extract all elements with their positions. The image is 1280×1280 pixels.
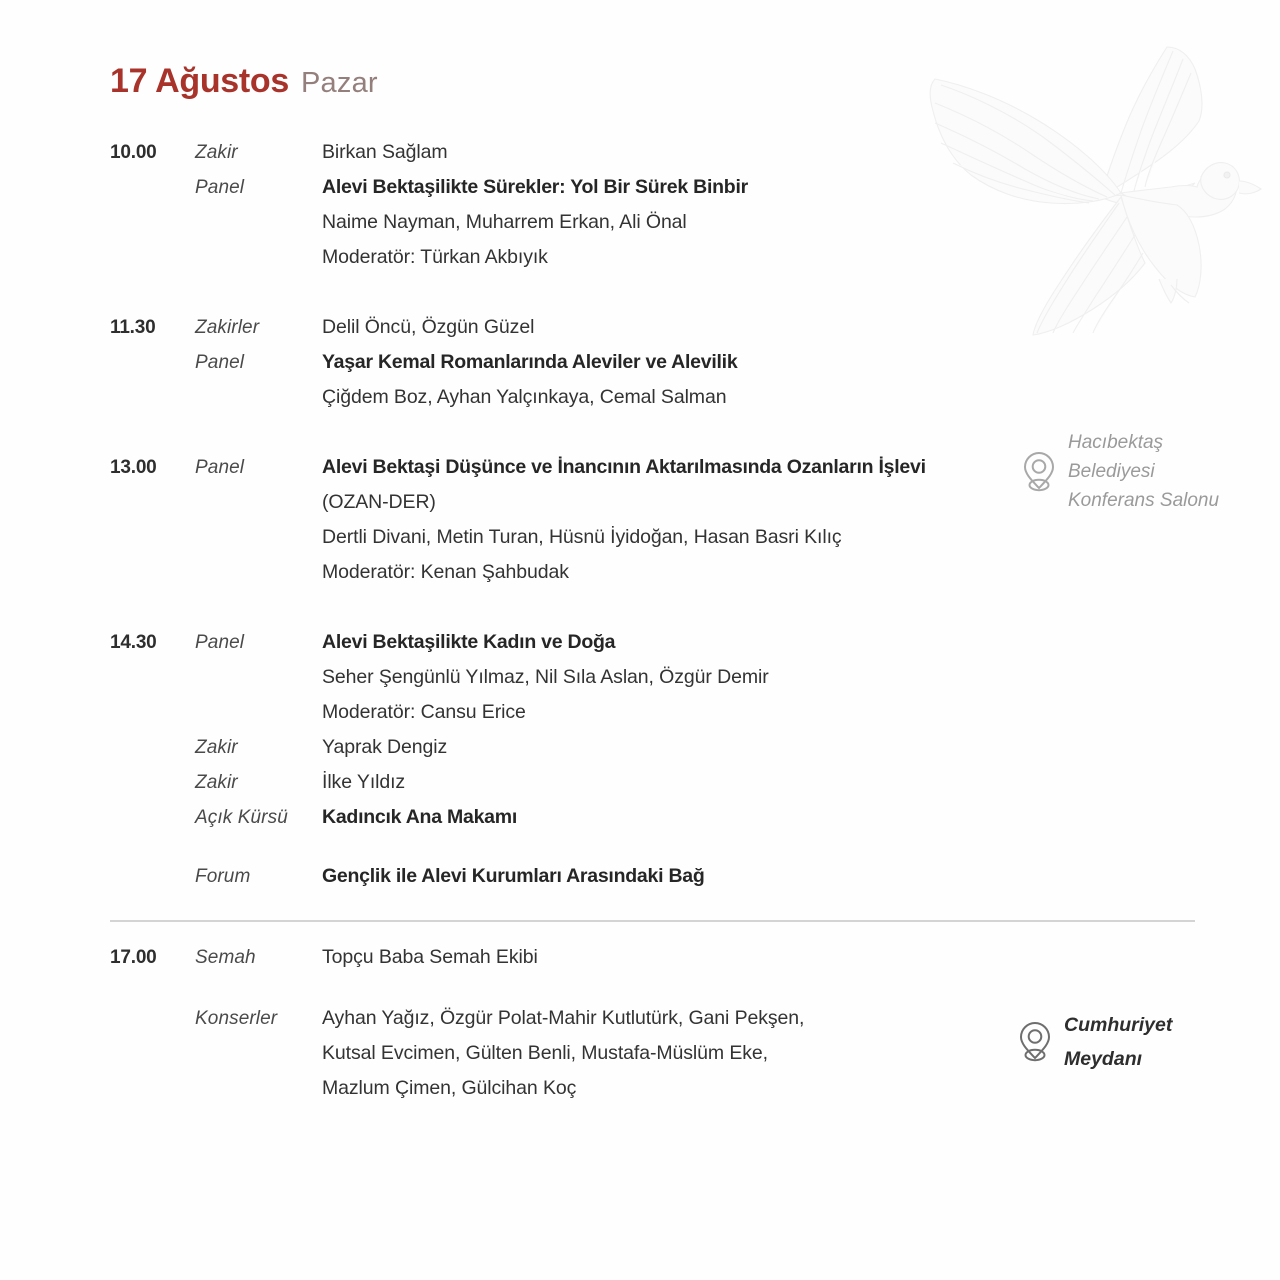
row-line: Delil Öncü, Özgün Güzel (322, 316, 535, 338)
row-label: Panel (195, 457, 245, 478)
block-time: 17.00 (110, 947, 157, 968)
row-line-title: Kadıncık Ana Makamı (322, 806, 518, 828)
row-line: Birkan Sağlam (322, 141, 448, 163)
schedule-row (195, 800, 1200, 835)
row-label: Zakir (195, 772, 238, 793)
row-line: Çiğdem Boz, Ayhan Yalçınkaya, Cemal Salman (322, 386, 727, 408)
block-time: 14.30 (110, 632, 157, 653)
row-line: Seher Şengünlü Yılmaz, Nil Sıla Aslan, Özgür Demir (322, 666, 769, 688)
row-line: Mazlum Çimen, Gülcihan Koç (322, 1077, 577, 1099)
row-line-title: Alevi Bektaşilikte Kadın ve Doğa (322, 631, 616, 653)
row-line: Ayhan Yağız, Özgür Polat-Mahir Kutlutürk, Gani Pekşen, (322, 1007, 805, 1029)
row-line-title: Yaşar Kemal Romanlarında Aleviler ve Alevilik (322, 351, 738, 373)
row-line: İlke Yıldız (322, 771, 406, 793)
row-line: Topçu Baba Semah Ekibi (322, 946, 538, 968)
venue-line: Belediyesi (1068, 461, 1155, 482)
row-line: Moderatör: Kenan Şahbudak (322, 561, 569, 583)
date-header (110, 62, 378, 101)
row-line: Naime Nayman, Muharrem Erkan, Ali Önal (322, 211, 687, 233)
row-label: Forum (195, 866, 251, 887)
venue-cumhuriyet-meydani (1018, 1008, 1172, 1076)
schedule-block (110, 310, 1200, 415)
row-label: Panel (195, 352, 245, 373)
forum-block (195, 859, 1200, 894)
row-label: Zakir (195, 142, 238, 163)
row-line-title: Gençlik ile Alevi Kurumları Arasındaki Bağ (322, 865, 705, 887)
block-time: 11.30 (110, 317, 156, 338)
row-label: Semah (195, 947, 256, 968)
schedule-row (195, 310, 1200, 345)
schedule-block (110, 135, 1200, 275)
row-line: Moderatör: Cansu Erice (322, 701, 526, 723)
schedule-row (195, 765, 1200, 800)
schedule-row (195, 940, 1200, 975)
schedule-row (195, 135, 1200, 170)
venue-label (1064, 1008, 1172, 1076)
venue-line: Konferans Salonu (1068, 490, 1220, 511)
venue-konferans-salonu (1022, 428, 1219, 515)
row-line: Yaprak Dengiz (322, 736, 448, 758)
schedule-row (195, 730, 1200, 765)
row-label: Panel (195, 632, 245, 653)
venue-label (1068, 428, 1219, 515)
row-label: Açık Kürsü (195, 807, 288, 828)
schedule-row (195, 170, 1200, 275)
venue-line: Cumhuriyet (1064, 1014, 1173, 1036)
block-time: 10.00 (110, 142, 157, 163)
row-line: Moderatör: Türkan Akbıyık (322, 246, 548, 268)
location-pin-icon (1022, 451, 1056, 493)
schedule-row (195, 859, 1200, 894)
venue-line: Meydanı (1064, 1048, 1143, 1070)
row-label: Zakirler (195, 317, 260, 338)
row-label: Konserler (195, 1008, 278, 1029)
section-divider (110, 920, 1195, 922)
schedule-block (110, 625, 1200, 835)
header-weekday: Pazar (301, 67, 378, 99)
row-label: Zakir (195, 737, 238, 758)
header-day: 17 Ağustos (110, 62, 290, 100)
block-time: 13.00 (110, 457, 157, 478)
row-line: Kutsal Evcimen, Gülten Benli, Mustafa-Müslüm Eke, (322, 1042, 768, 1064)
row-line: Dertli Divani, Metin Turan, Hüsnü İyidoğan, Hasan Basri Kılıç (322, 526, 842, 548)
row-line-title: Alevi Bektaşi Düşünce ve İnancının Aktarılmasında Ozanların İşlevi (322, 456, 926, 478)
row-line-title: Alevi Bektaşilikte Sürekler: Yol Bir Sürek Binbir (322, 176, 748, 198)
row-label: Panel (195, 177, 245, 198)
venue-line: Hacıbektaş (1068, 432, 1164, 453)
row-line: (OZAN-DER) (322, 491, 436, 513)
schedule-row (195, 345, 1200, 415)
location-pin-icon (1018, 1021, 1052, 1063)
schedule-row (195, 625, 1200, 730)
